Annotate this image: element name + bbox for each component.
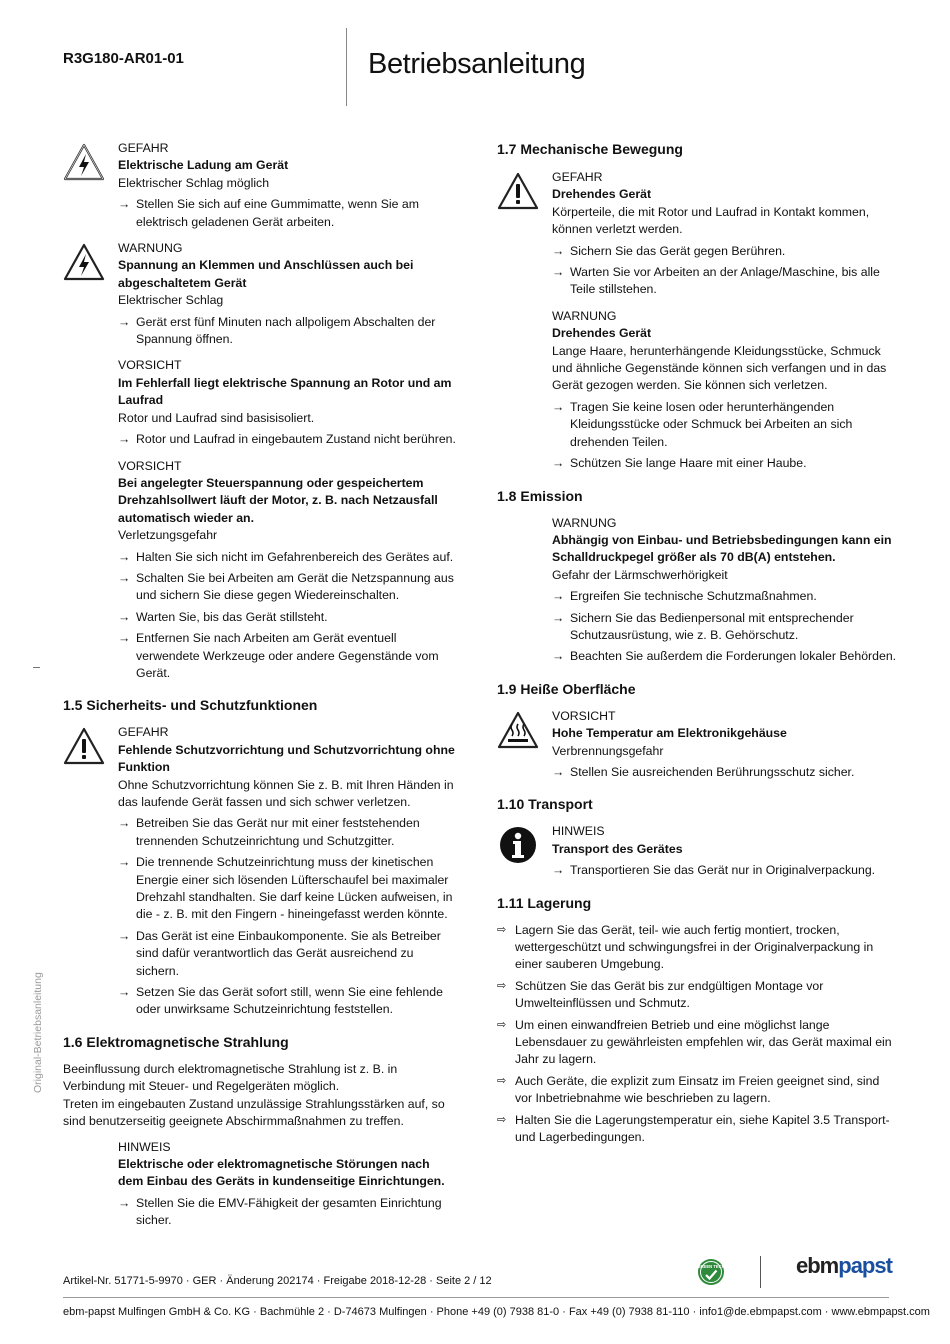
general-warning-icon [63,727,105,765]
hazard-description: Lange Haare, herunterhängende Kleidungsstücke, Schmuck und ähnliche Gegenstände können sich verfangen und in das Gerät gezogen werden. Sie können sich verletzen. [552,343,887,393]
sidebar-label: Original-Betriebsanleitung [32,972,44,1093]
hazard-title: Elektrische Ladung am Gerät [118,158,289,173]
arrow-icon: → [118,928,131,943]
signal-word: HINWEIS [118,1139,171,1154]
info-icon [497,826,539,864]
hazard-electric-charge [63,140,458,231]
greentech-text: GREEN TECH [697,1264,725,1269]
bullet-arrow-icon: ⇨ [497,979,507,992]
hazard-description: Elektrischer Schlag [118,293,224,308]
arrow-icon: → [552,863,565,878]
arrow-icon: → [118,570,131,585]
right-column [497,140,897,1150]
arrow-icon: → [118,197,131,212]
arrow-icon: → [552,399,565,414]
hazard-title: Abhängig von Einbau- und Betriebsbedingungen kann ein Schalldruckpegel größer als 70 dB(A) entstehen. [552,532,892,565]
hazard-description: Körperteile, die mit Rotor und Laufrad in Kontakt kommen, können verletzt werden. [552,204,870,237]
action-item: → Schützen Sie lange Haare mit einer Haube. [552,455,897,472]
footer-article-info: Artikel-Nr. 51771-5-9970 · GER · Änderung 202174 · Freigabe 2018-12-28 · Seite 2 / 12 [63,1275,492,1287]
arrow-icon: → [552,649,565,664]
arrow-icon: → [118,314,131,329]
document-code: R3G180-AR01-01 [63,50,184,67]
arrow-icon: → [552,265,565,280]
notice-transport [497,823,897,879]
action-item: → Das Gerät ist eine Einbaukomponente. Sie als Betreiber sind dafür verantwortlich das Gerät ausreichend zu sichern. [118,928,441,978]
hazard-title: Spannung an Klemmen und Anschlüssen auch bei abgeschaltetem Gerät [118,258,414,290]
hazard-description: Verletzungsgefahr [118,528,218,543]
hazard-voltage-terminals [63,240,458,348]
arrow-icon: → [118,432,131,447]
page-title: Betriebsanleitung [368,48,586,80]
action-item: → Transportieren Sie das Gerät nur in Originalverpackung. [552,862,897,879]
arrow-icon: → [552,610,565,625]
signal-word: WARNUNG [118,241,183,256]
action-item: → Warten Sie, bis das Gerät stillsteht. [118,609,458,626]
footer-company-info: ebm-papst Mulfingen GmbH & Co. KG · Bachmühle 2 · D-74673 Mulfingen · Phone +49 (0) 7938 81-0 · Fax +49 (0) 7938 81-110 · info1@de.ebmpapst.com · www.ebmpapst.com [63,1306,930,1318]
action-item: → Stellen Sie ausreichenden Berührungsschutz sicher. [552,764,897,781]
hazard-title: Drehendes Gerät [552,326,652,341]
action-item: → Warten Sie vor Arbeiten an der Anlage/Maschine, bis alle Teile stillstehen. [552,265,880,297]
margin-mark [33,667,40,668]
action-item: → Betreiben Sie das Gerät nur mit einer feststehenden trennenden Schutzeinrichtung und Schutzgitter. [118,816,420,848]
action-item: → Sichern Sie das Bedienpersonal mit entsprechender Schutzausrüstung, wie z. B. Gehörschutz. [552,610,854,642]
header-divider [346,28,347,106]
arrow-icon: → [552,764,565,779]
signal-word: VORSICHT [118,358,182,373]
signal-word: WARNUNG [552,308,617,323]
action-item: → Tragen Sie keine losen oder herunterhängenden Kleidungsstücke oder Schmuck bei Arbeiten an sich drehenden Teilen. [552,399,853,449]
action-item: → Entfernen Sie nach Arbeiten am Gerät eventuell verwendete Werkzeuge oder andere Gegenstände vom Gerät. [118,631,439,680]
action-item: → Stellen Sie die EMV-Fähigkeit der gesamten Einrichtung sicher. [118,1195,442,1228]
list-item: ⇨ Schützen Sie das Gerät bis zur endgültigen Montage vor Umwelteinflüssen und Schmutz. [497,978,824,1011]
action-item: → Stellen Sie sich auf eine Gummimatte, wenn Sie am elektrisch geladenen Gerät arbeiten. [118,197,419,229]
arrow-icon: → [118,816,131,831]
logo-divider [760,1256,761,1288]
hazard-description: Ohne Schutzvorrichtung können Sie z. B. mit Ihren Händen in das laufende Gerät fassen und sich schwer verletzen. [118,777,454,809]
hazard-description: Rotor und Laufrad sind basisisoliert. [118,410,315,425]
action-item: → Die trennende Schutzeinrichtung muss der kinetischen Energie einer sich lösenden Lüfterschaufel bei maximaler Drehzahl standhalten. Sie darf keine Lücken aufweisen, in die - z. B. mit den Fingern - hineingefasst werden könnte. [118,855,453,922]
section-heading-1-11: 1.11 Lagerung [497,894,592,911]
list-item: ⇨ Lagern Sie das Gerät, teil- wie auch fertig montiert, trocken, wettergeschützt und schwingungsfrei in der Originalverpackung in einer sauberen Umgebung. [497,922,874,972]
general-warning-icon [497,172,539,210]
hazard-rotor-voltage [63,357,458,448]
hazard-description: Verbrennungsgefahr [552,743,664,758]
list-item: ⇨ Halten Sie die Lagerungstemperatur ein, siehe Kapitel 3.5 Transport- und Lagerbedingungen. [497,1112,890,1145]
action-item: → Halten Sie sich nicht im Gefahrenbereich des Gerätes auf. [118,549,458,566]
hazard-auto-restart [63,458,458,683]
section-heading-1-9: 1.9 Heiße Oberfläche [497,680,636,697]
arrow-icon: → [118,609,131,624]
section-heading-1-5: 1.5 Sicherheits- und Schutzfunktionen [63,697,318,714]
hazard-title: Transport des Gerätes [552,841,683,856]
bullet-arrow-icon: ⇨ [497,923,507,936]
paragraph: Treten im eingebauten Zustand unzulässige Strahlungsstärken auf, so sind benutzerseitig geeignete Abschirmmaßnahmen zu treffen. [63,1096,445,1129]
signal-word: GEFAHR [552,170,603,184]
arrow-icon: → [118,1195,131,1210]
action-item: → Setzen Sie das Gerät sofort still, wenn Sie eine fehlende oder unwirksame Schutzeinrichtung feststellen. [118,985,443,1017]
signal-word: HINWEIS [552,824,605,839]
hazard-title: Drehendes Gerät [552,187,652,202]
hazard-hot-surface [497,708,897,782]
signal-word: VORSICHT [552,708,616,723]
section-heading-1-6: 1.6 Elektromagnetische Strahlung [63,1033,289,1050]
list-item: ⇨ Um einen einwandfreien Betrieb und eine möglichst lange Lebensdauer zu gewährleisten empfehlen wir, das Gerät maximal ein Jahr zu lagern. [497,1017,892,1067]
ebmpapst-logo: ebmpapst [796,1253,892,1278]
electric-warning-icon [63,243,105,281]
hazard-rotating-device [497,169,897,299]
hazard-title: Im Fehlerfall liegt elektrische Spannung an Rotor und am Laufrad [118,375,452,408]
section-heading-1-7: 1.7 Mechanische Bewegung [497,141,683,157]
action-item: → Beachten Sie außerdem die Forderungen lokaler Behörden. [552,648,897,665]
arrow-icon: → [552,589,565,604]
hazard-title: Fehlende Schutzvorrichtung und Schutzvorrichtung ohne Funktion [118,742,455,775]
action-item: → Rotor und Laufrad in eingebautem Zustand nicht berühren. [118,431,458,448]
action-item: → Ergreifen Sie technische Schutzmaßnahmen. [552,588,897,605]
arrow-icon: → [118,855,131,870]
arrow-icon: → [552,456,565,471]
action-item: → Schalten Sie bei Arbeiten am Gerät die Netzspannung aus und sichern Sie diese gegen Wiedereinschalten. [118,570,454,603]
footer-divider [63,1297,889,1298]
action-item: → Gerät erst fünf Minuten nach allpoligem Abschalten der Spannung öffnen. [118,314,436,347]
paragraph: Beeinflussung durch elektromagnetische Strahlung ist z. B. in Verbindung mit Steuer- und Regelgeräten möglich. [63,1061,398,1094]
hazard-description: Gefahr der Lärmschwerhörigkeit [552,567,728,582]
arrow-icon: → [118,985,131,1000]
arrow-icon: → [118,549,131,564]
list-item: ⇨ Auch Geräte, die explizit zum Einsatz im Freien geeignet sind, sind vor Inbetriebnahme wie beschrieben zu lagern. [497,1073,880,1106]
hazard-noise [497,515,897,666]
bullet-arrow-icon: ⇨ [497,1113,507,1126]
signal-word: VORSICHT [118,458,182,473]
arrow-icon: → [552,243,565,258]
section-heading-1-10: 1.10 Transport [497,796,593,813]
hazard-description: Elektrischer Schlag möglich [118,175,270,190]
hot-surface-icon [497,711,539,749]
hazard-title: Hohe Temperatur am Elektronikgehäuse [552,726,787,741]
greentech-logo-icon [697,1258,725,1286]
electric-warning-icon [63,143,105,181]
signal-word: GEFAHR [118,141,169,155]
hazard-title: Bei angelegter Steuerspannung oder gespeichertem Drehzahlsollwert läuft der Motor, z. B. nach Netzausfall automatisch wieder an. [118,475,438,525]
signal-word: WARNUNG [552,515,617,530]
hazard-missing-guard [63,724,458,1019]
signal-word: GEFAHR [118,725,169,740]
bullet-arrow-icon: ⇨ [497,1018,507,1031]
arrow-icon: → [118,631,131,646]
left-column [63,140,458,1230]
bullet-arrow-icon: ⇨ [497,1074,507,1087]
section-heading-1-8: 1.8 Emission [497,487,583,504]
action-item: → Sichern Sie das Gerät gegen Berühren. [552,243,897,260]
hazard-rotating-entanglement [497,308,897,473]
hazard-title: Elektrische oder elektromagnetische Störungen nach dem Einbau des Geräts in kundenseitige Einrichtungen. [118,1156,445,1189]
notice-emc [63,1139,458,1230]
